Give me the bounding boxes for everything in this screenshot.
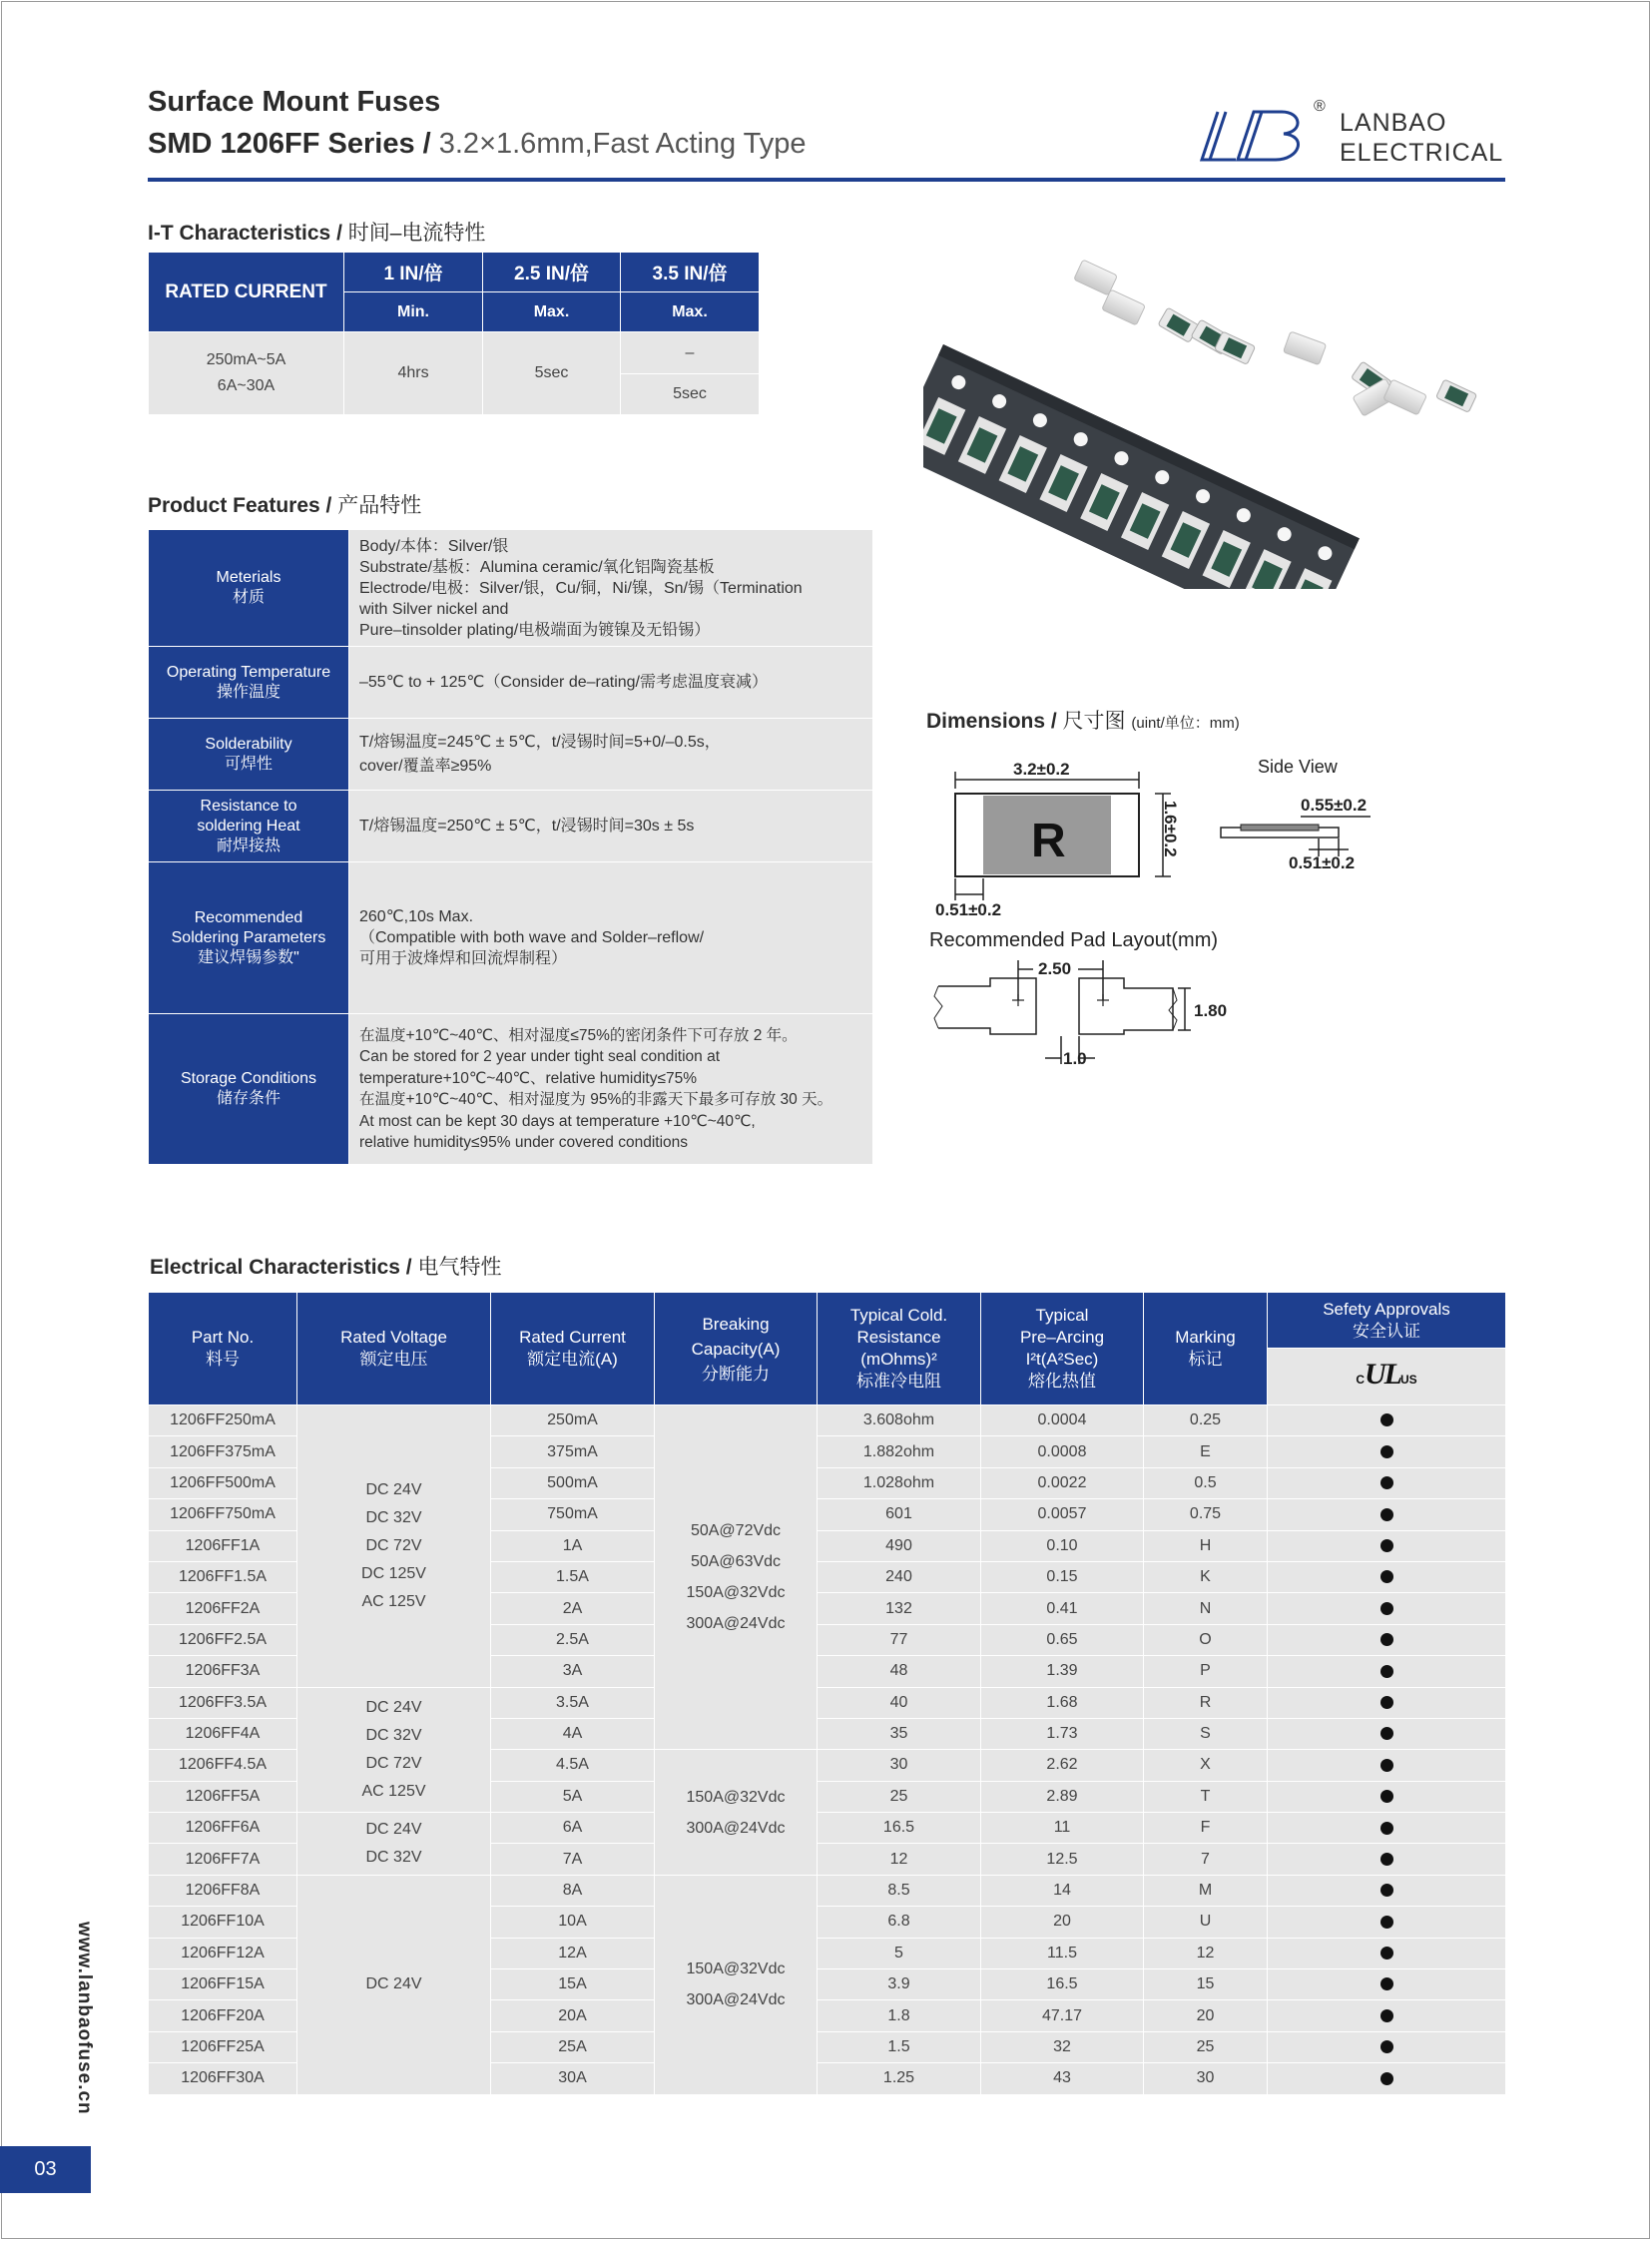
table-row bbox=[149, 1405, 1506, 1436]
approved-dot-icon bbox=[1380, 1508, 1393, 1521]
page-title: Surface Mount Fuses bbox=[148, 86, 441, 118]
rated-voltage-cell: DC 24V DC 32V DC 72V DC 125V AC 125V bbox=[297, 1405, 491, 1688]
ul-approval-cell bbox=[1268, 1687, 1506, 1718]
rated-current-cell: 7A bbox=[491, 1844, 655, 1875]
cold-resistance-cell: 40 bbox=[818, 1687, 981, 1718]
lanbao-logo-icon bbox=[1196, 98, 1324, 168]
rated-current-cell: 6A bbox=[491, 1813, 655, 1844]
approved-dot-icon bbox=[1380, 2040, 1393, 2053]
rated-voltage-cell: DC 24V bbox=[297, 1875, 491, 2094]
marking-cell: 15 bbox=[1144, 1969, 1268, 2000]
marking-cell: 0.25 bbox=[1144, 1405, 1268, 1436]
cold-resistance-cell: 30 bbox=[818, 1750, 981, 1781]
pre-arcing-cell: 1.39 bbox=[981, 1656, 1144, 1687]
part-number-cell: 1206FF2.5A bbox=[149, 1624, 297, 1655]
ul-approval-cell bbox=[1268, 1938, 1506, 1968]
header-rule bbox=[148, 178, 1505, 182]
cold-resistance-cell: 1.5 bbox=[818, 2031, 981, 2062]
pre-arcing-cell: 1.68 bbox=[981, 1687, 1144, 1718]
part-number-cell: 1206FF7A bbox=[149, 1844, 297, 1875]
pre-arcing-cell: 0.15 bbox=[981, 1561, 1144, 1592]
pre-arcing-cell: 14 bbox=[981, 1875, 1144, 1906]
ul-approval-cell bbox=[1268, 1561, 1506, 1592]
it-col-3-header: 3.5 IN/倍 bbox=[621, 253, 760, 292]
marking-cell: 30 bbox=[1144, 2063, 1268, 2094]
cold-resistance-cell: 12 bbox=[818, 1844, 981, 1875]
part-number-cell: 1206FF8A bbox=[149, 1875, 297, 1906]
approved-dot-icon bbox=[1380, 1633, 1393, 1646]
brand-line-2: ELECTRICAL bbox=[1340, 139, 1504, 167]
header-safety-approvals: Sefety Approvals 安全认证 bbox=[1268, 1293, 1506, 1349]
table-row bbox=[149, 1875, 1506, 1906]
it-section-title: I-T Characteristics / 时间–电流特性 bbox=[148, 222, 486, 245]
rated-current-cell: 4.5A bbox=[491, 1750, 655, 1781]
marking-cell: R bbox=[1144, 1687, 1268, 1718]
marking-cell: O bbox=[1144, 1624, 1268, 1655]
cold-resistance-cell: 1.882ohm bbox=[818, 1436, 981, 1467]
ul-approval-cell bbox=[1268, 1499, 1506, 1530]
dim-thickness-label: 0.55±0.2 bbox=[1301, 796, 1368, 815]
rated-current-cell: 15A bbox=[491, 1969, 655, 2000]
rated-current-cell: 5A bbox=[491, 1781, 655, 1812]
pre-arcing-cell: 43 bbox=[981, 2063, 1144, 2094]
website-url: www.lanbaofuse.cn bbox=[74, 1922, 95, 2115]
rated-voltage-cell: DC 24V DC 32V DC 72V AC 125V bbox=[297, 1687, 491, 1813]
pre-arcing-cell: 12.5 bbox=[981, 1844, 1144, 1875]
marking-cell: K bbox=[1144, 1561, 1268, 1592]
it-col-1-value: 4hrs bbox=[344, 332, 483, 415]
marking-cell: 0.75 bbox=[1144, 1499, 1268, 1530]
product-photo bbox=[923, 250, 1522, 589]
ul-approval-cell bbox=[1268, 1781, 1506, 1812]
brand-name bbox=[1340, 108, 1503, 168]
cold-resistance-cell: 3.9 bbox=[818, 1969, 981, 2000]
header-pre-arcing: Typical Pre–Arcing I²t(A²Sec) 熔化热值 bbox=[981, 1293, 1144, 1405]
marking-cell: 25 bbox=[1144, 2031, 1268, 2062]
part-number-cell: 1206FF375mA bbox=[149, 1436, 297, 1467]
rated-current-cell: 4A bbox=[491, 1718, 655, 1749]
chip-marking: R bbox=[1031, 815, 1066, 867]
cold-resistance-cell: 1.25 bbox=[818, 2063, 981, 2094]
features-table bbox=[148, 529, 873, 1165]
approved-dot-icon bbox=[1380, 1665, 1393, 1678]
ul-approval-cell bbox=[1268, 2031, 1506, 2062]
rated-current-cell: 25A bbox=[491, 2031, 655, 2062]
approved-dot-icon bbox=[1380, 1790, 1393, 1803]
cold-resistance-cell: 5 bbox=[818, 1938, 981, 1968]
rated-current-cell: 500mA bbox=[491, 1467, 655, 1498]
rated-current-header: RATED CURRENT bbox=[149, 253, 344, 332]
approved-dot-icon bbox=[1380, 1822, 1393, 1835]
part-number-cell: 1206FF5A bbox=[149, 1781, 297, 1812]
rated-current-cell: 250mA bbox=[491, 1405, 655, 1436]
approved-dot-icon bbox=[1380, 2072, 1393, 2085]
registered-mark: ® bbox=[1314, 98, 1326, 115]
ul-approval-cell bbox=[1268, 1969, 1506, 2000]
ul-approval-cell bbox=[1268, 1907, 1506, 1938]
part-number-cell: 1206FF1A bbox=[149, 1530, 297, 1561]
feature-row-solderability: Solderability 可焊性 T/熔锡温度=245℃ ± 5℃，t/浸锡时间=5+0/–0.5s， cover/覆盖率≥95% bbox=[149, 719, 873, 791]
pre-arcing-cell: 0.10 bbox=[981, 1530, 1144, 1561]
cold-resistance-cell: 490 bbox=[818, 1530, 981, 1561]
pre-arcing-cell: 11.5 bbox=[981, 1938, 1144, 1968]
feature-row-soldering-heat: Resistance to soldering Heat 耐焊接热 T/熔锡温度=250℃ ± 5℃，t/浸锡时间=30s ± 5s bbox=[149, 791, 873, 862]
pre-arcing-cell: 0.0008 bbox=[981, 1436, 1144, 1467]
series-name: SMD 1206FF Series / bbox=[148, 128, 431, 160]
ul-approval-cell bbox=[1268, 1436, 1506, 1467]
header-part-no: Part No. 料号 bbox=[149, 1293, 297, 1405]
ul-approval-cell bbox=[1268, 1467, 1506, 1498]
cold-resistance-cell: 601 bbox=[818, 1499, 981, 1530]
cold-resistance-cell: 132 bbox=[818, 1593, 981, 1624]
rated-current-cell: 30A bbox=[491, 2063, 655, 2094]
pre-arcing-cell: 20 bbox=[981, 1907, 1144, 1938]
marking-cell: P bbox=[1144, 1656, 1268, 1687]
approved-dot-icon bbox=[1380, 1413, 1393, 1426]
part-number-cell: 1206FF500mA bbox=[149, 1467, 297, 1498]
cold-resistance-cell: 6.8 bbox=[818, 1907, 981, 1938]
pre-arcing-cell: 2.62 bbox=[981, 1750, 1144, 1781]
marking-cell: U bbox=[1144, 1907, 1268, 1938]
part-number-cell: 1206FF750mA bbox=[149, 1499, 297, 1530]
ul-approval-cell bbox=[1268, 1844, 1506, 1875]
loose-chips bbox=[1074, 260, 1477, 416]
header-cold-resistance: Typical Cold. Resistance (mOhms)² 标准冷电阻 bbox=[818, 1293, 981, 1405]
marking-cell: 12 bbox=[1144, 1938, 1268, 1968]
it-col-2-value: 5sec bbox=[483, 332, 621, 415]
rated-current-cell: 750mA bbox=[491, 1499, 655, 1530]
rated-current-cell: 1A bbox=[491, 1530, 655, 1561]
pad-height-label: 1.80 bbox=[1194, 1001, 1228, 1020]
it-col-2-header: 2.5 IN/倍 bbox=[483, 253, 621, 292]
pre-arcing-cell: 16.5 bbox=[981, 1969, 1144, 2000]
part-number-cell: 1206FF12A bbox=[149, 1938, 297, 1968]
part-number-cell: 1206FF250mA bbox=[149, 1405, 297, 1436]
ul-approval-cell bbox=[1268, 1718, 1506, 1749]
breaking-capacity-cell: 150A@32Vdc 300A@24Vdc bbox=[655, 1875, 818, 2094]
rated-current-cell: 1.5A bbox=[491, 1561, 655, 1592]
table-row bbox=[149, 1687, 1506, 1718]
approved-dot-icon bbox=[1380, 1445, 1393, 1458]
rated-current-cell: 2A bbox=[491, 1593, 655, 1624]
rated-current-cell: 3A bbox=[491, 1656, 655, 1687]
pre-arcing-cell: 47.17 bbox=[981, 2000, 1144, 2031]
part-number-cell: 1206FF4.5A bbox=[149, 1750, 297, 1781]
it-col-1-header: 1 IN/倍 bbox=[344, 253, 483, 292]
part-number-cell: 1206FF2A bbox=[149, 1593, 297, 1624]
part-number-cell: 1206FF6A bbox=[149, 1813, 297, 1844]
it-col-2-limit: Max. bbox=[483, 292, 621, 332]
breaking-capacity-cell: 50A@72Vdc 50A@63Vdc 150A@32Vdc 300A@24Vdc bbox=[655, 1405, 818, 1750]
ul-c-letter: C bbox=[1356, 1372, 1365, 1387]
dim-side-terminal-label: 0.51±0.2 bbox=[1289, 853, 1356, 872]
header-breaking-capacity: Breaking Capacity(A) 分断能力 bbox=[655, 1293, 818, 1405]
ul-approval-cell bbox=[1268, 1624, 1506, 1655]
ul-approval-cell bbox=[1268, 1656, 1506, 1687]
ul-approval-cell bbox=[1268, 1405, 1506, 1436]
pre-arcing-cell: 11 bbox=[981, 1813, 1144, 1844]
part-number-cell: 1206FF25A bbox=[149, 2031, 297, 2062]
cold-resistance-cell: 3.608ohm bbox=[818, 1405, 981, 1436]
approved-dot-icon bbox=[1380, 1759, 1393, 1772]
rated-current-cell: 20A bbox=[491, 2000, 655, 2031]
rated-voltage-cell: DC 24V DC 32V bbox=[297, 1813, 491, 1876]
part-number-cell: 1206FF30A bbox=[149, 2063, 297, 2094]
ul-approval-cell bbox=[1268, 1750, 1506, 1781]
feature-row-soldering-parameters: Recommended Soldering Parameters 建议焊锡参数" 260℃,10s Max. （Compatible with both wave and Solder–reflow/ 可用于波烽焊和回流焊制程） bbox=[149, 862, 873, 1014]
header-rated-current: Rated Current 额定电流(A) bbox=[491, 1293, 655, 1405]
series-description: 3.2×1.6mm,Fast Acting Type bbox=[438, 128, 807, 160]
pre-arcing-cell: 2.89 bbox=[981, 1781, 1144, 1812]
pre-arcing-cell: 32 bbox=[981, 2031, 1144, 2062]
marking-cell: 7 bbox=[1144, 1844, 1268, 1875]
header-rated-voltage: Rated Voltage 额定电压 bbox=[297, 1293, 491, 1405]
pre-arcing-cell: 0.41 bbox=[981, 1593, 1144, 1624]
marking-cell: F bbox=[1144, 1813, 1268, 1844]
approved-dot-icon bbox=[1380, 1696, 1393, 1709]
marking-cell: H bbox=[1144, 1530, 1268, 1561]
cold-resistance-cell: 25 bbox=[818, 1781, 981, 1812]
it-col-3-value-1: – bbox=[621, 332, 760, 374]
approved-dot-icon bbox=[1380, 1853, 1393, 1866]
part-number-cell: 1206FF4A bbox=[149, 1718, 297, 1749]
ul-us-letters: US bbox=[1400, 1372, 1417, 1387]
feature-row-materials: Meterials 材质 Body/本体：Silver/银 Substrate/基板：Alumina ceramic/氧化铝陶瓷基板 Electrode/电极：Silver/银，Cu/铜，Ni/镍，Sn/锡（Termination with Silver nickel and Pure–tinsolder plating/电极端面为镀镍及无铅锡） bbox=[149, 530, 873, 647]
part-number-cell: 1206FF15A bbox=[149, 1969, 297, 2000]
part-number-cell: 1206FF10A bbox=[149, 1907, 297, 1938]
ul-cert-mark bbox=[1268, 1349, 1506, 1405]
rated-current-cell: 10A bbox=[491, 1907, 655, 1938]
pre-arcing-cell: 0.65 bbox=[981, 1624, 1144, 1655]
approved-dot-icon bbox=[1380, 1570, 1393, 1583]
part-number-cell: 1206FF3.5A bbox=[149, 1687, 297, 1718]
ul-approval-cell bbox=[1268, 2000, 1506, 2031]
cold-resistance-cell: 16.5 bbox=[818, 1813, 981, 1844]
marking-cell: N bbox=[1144, 1593, 1268, 1624]
marking-cell: S bbox=[1144, 1718, 1268, 1749]
pre-arcing-cell: 0.0004 bbox=[981, 1405, 1144, 1436]
page-number: 03 bbox=[0, 2146, 91, 2193]
pre-arcing-cell: 1.73 bbox=[981, 1718, 1144, 1749]
pad-layout-title: Recommended Pad Layout(mm) bbox=[929, 929, 1219, 951]
part-number-cell: 1206FF20A bbox=[149, 2000, 297, 2031]
dimensions-section-title: Dimensions / 尺寸图 (uint/单位：mm) bbox=[926, 710, 1240, 733]
ul-approval-cell bbox=[1268, 1593, 1506, 1624]
cold-resistance-cell: 77 bbox=[818, 1624, 981, 1655]
dim-length-label: 3.2±0.2 bbox=[1013, 760, 1070, 779]
cold-resistance-cell: 8.5 bbox=[818, 1875, 981, 1906]
feature-row-storage-conditions: Storage Conditions 储存条件 在温度+10℃~40℃、相对湿度≤75%的密闭条件下可存放 2 年。 Can be stored for 2 year under tight seal condition at temperature+10℃~40℃、relative humidity≤75% 在温度+10℃~40℃、相对湿度为 95%的非露天下最多可存放 30 天。 At most can be kept 30 days at temperature +10℃~40℃, relative humidity≤95% under covered conditions bbox=[149, 1014, 873, 1165]
cold-resistance-cell: 48 bbox=[818, 1656, 981, 1687]
marking-cell: X bbox=[1144, 1750, 1268, 1781]
feature-row-operating-temperature: Operating Temperature 操作温度 –55℃ to + 125℃（Consider de–rating/需考虑温度衰减） bbox=[149, 647, 873, 719]
pre-arcing-cell: 0.0057 bbox=[981, 1499, 1144, 1530]
brand-line-1: LANBAO bbox=[1340, 109, 1447, 137]
dimension-drawing bbox=[923, 739, 1402, 1078]
it-current-range: 250mA~5A 6A~30A bbox=[149, 332, 344, 415]
marking-cell: M bbox=[1144, 1875, 1268, 1906]
table-row bbox=[149, 1813, 1506, 1844]
page-subtitle bbox=[148, 128, 807, 161]
ul-approval-cell bbox=[1268, 1813, 1506, 1844]
cold-resistance-cell: 240 bbox=[818, 1561, 981, 1592]
rated-current-cell: 8A bbox=[491, 1875, 655, 1906]
dim-width-label: 1.6±0.2 bbox=[1161, 801, 1180, 857]
rated-current-cell: 375mA bbox=[491, 1436, 655, 1467]
pad-width-label: 1.0 bbox=[1063, 1049, 1087, 1068]
it-col-1-limit: Min. bbox=[344, 292, 483, 332]
marking-cell: T bbox=[1144, 1781, 1268, 1812]
ul-approval-cell bbox=[1268, 2063, 1506, 2094]
marking-cell: E bbox=[1144, 1436, 1268, 1467]
ul-approval-cell bbox=[1268, 1875, 1506, 1906]
electrical-table bbox=[148, 1292, 1506, 2095]
ul-approval-cell bbox=[1268, 1530, 1506, 1561]
ul-logo-icon: UL bbox=[1365, 1357, 1400, 1391]
marking-cell: 0.5 bbox=[1144, 1467, 1268, 1498]
it-col-3-value-2: 5sec bbox=[621, 374, 760, 415]
header-marking: Marking 标记 bbox=[1144, 1293, 1268, 1405]
approved-dot-icon bbox=[1380, 1947, 1393, 1960]
carrier-tape bbox=[923, 344, 1360, 589]
electrical-section-title: Electrical Characteristics / 电气特性 bbox=[150, 1256, 502, 1279]
side-view-label: Side View bbox=[1258, 757, 1338, 777]
dim-terminal-label: 0.51±0.2 bbox=[935, 900, 1002, 919]
part-number-cell: 1206FF1.5A bbox=[149, 1561, 297, 1592]
approved-dot-icon bbox=[1380, 1539, 1393, 1552]
approved-dot-icon bbox=[1380, 1977, 1393, 1990]
approved-dot-icon bbox=[1380, 1916, 1393, 1929]
breaking-capacity-cell: 150A@32Vdc 300A@24Vdc bbox=[655, 1750, 818, 1876]
approved-dot-icon bbox=[1380, 1884, 1393, 1897]
approved-dot-icon bbox=[1380, 2009, 1393, 2022]
electrical-table-body bbox=[149, 1405, 1506, 2095]
it-characteristics-table bbox=[148, 252, 760, 415]
rated-current-cell: 2.5A bbox=[491, 1624, 655, 1655]
approved-dot-icon bbox=[1380, 1476, 1393, 1489]
cold-resistance-cell: 35 bbox=[818, 1718, 981, 1749]
pre-arcing-cell: 0.0022 bbox=[981, 1467, 1144, 1498]
approved-dot-icon bbox=[1380, 1727, 1393, 1740]
part-number-cell: 1206FF3A bbox=[149, 1656, 297, 1687]
approved-dot-icon bbox=[1380, 1602, 1393, 1615]
cold-resistance-cell: 1.8 bbox=[818, 2000, 981, 2031]
marking-cell: 20 bbox=[1144, 2000, 1268, 2031]
cold-resistance-cell: 1.028ohm bbox=[818, 1467, 981, 1498]
it-col-3-limit: Max. bbox=[621, 292, 760, 332]
rated-current-cell: 12A bbox=[491, 1938, 655, 1968]
pad-spacing-label: 2.50 bbox=[1038, 959, 1072, 978]
features-section-title: Product Features / 产品特性 bbox=[148, 494, 422, 517]
rated-current-cell: 3.5A bbox=[491, 1687, 655, 1718]
